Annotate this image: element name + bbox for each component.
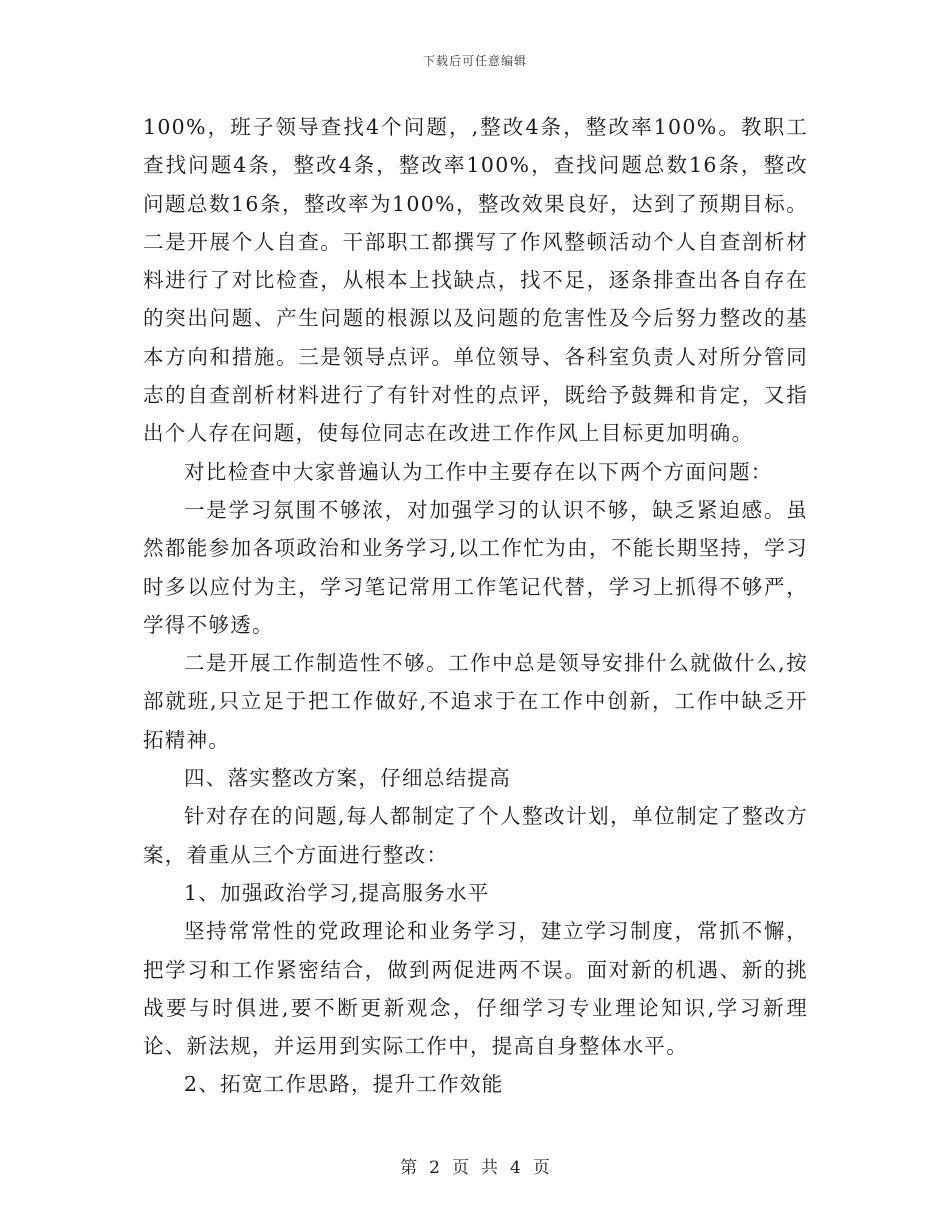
paragraph-1: 100%，班子领导查找4个问题，,整改4条，整改率100%。教职工查找问题4条，整改4条，整改率100%，查找问题总数16条，整改问题总数16条，整改率为100%，整改效果良好，达到了预期目标。二是开展个人自查。干部职工都撰写了作风整顿活动个人自查剖析材料进行了对比检查，从根本上找缺点，找不足，逐条排查出各自存在的突出问题、产生问题的根源以及问题的危害性及今后努力整改的基本方向和措施。三是领导点评。单位领导、各科室负责人对所分管同志的自查剖析材料进行了有针对性的点评，既给予鼓舞和肯定，又指出个人存在问题，使每位同志在改进工作作风上目标更加明确。 bbox=[143, 115, 808, 446]
section-heading-4: 四、落实整改方案，仔细总结提高 bbox=[184, 766, 511, 791]
document-body bbox=[143, 108, 808, 1104]
page-total: 4 bbox=[510, 1158, 521, 1178]
footer-suffix: 页 bbox=[532, 1158, 550, 1178]
footer-prefix: 第 bbox=[400, 1158, 418, 1178]
page-current: 2 bbox=[429, 1158, 440, 1178]
paragraph-2: 对比检查中大家普遍认为工作中主要存在以下两个方面问题： bbox=[184, 459, 773, 484]
subheading-2: 2、拓宽工作思路，提升工作效能 bbox=[184, 1072, 504, 1097]
paragraph-4: 二是开展工作制造性不够。工作中总是领导安排什么就做什么,按部就班,只立足于把工作做好,不追求于在工作中创新，工作中缺乏开拓精神。 bbox=[143, 651, 808, 752]
subheading-1: 1、加强政治学习,提高服务水平 bbox=[184, 880, 490, 905]
footer-mid1: 页 bbox=[452, 1158, 469, 1178]
paragraph-5: 针对存在的问题,每人都制定了个人整改计划，单位制定了整改方案，着重从三个方面进行整改： bbox=[143, 804, 808, 867]
footer-mid2: 共 bbox=[481, 1158, 498, 1178]
page-footer bbox=[0, 1153, 950, 1178]
paragraph-6: 坚持常常性的党政理论和业务学习，建立学习制度，常抓不懈，把学习和工作紧密结合，做到两促进两不误。面对新的机遇、新的挑战要与时俱进,要不断更新观念，仔细学习专业理论知识,学习新理论、新法规，并运用到实际工作中，提高自身整体水平。 bbox=[143, 919, 808, 1059]
paragraph-3: 一是学习氛围不够浓，对加强学习的认识不够，缺乏紧迫感。虽然都能参加各项政治和业务学习,以工作忙为由，不能长期坚持，学习时多以应付为主，学习笔记常用工作笔记代替，学习上抓得不够严，学得不够透。 bbox=[143, 497, 808, 637]
page-header-note: 下载后可任意编辑 bbox=[422, 54, 527, 68]
